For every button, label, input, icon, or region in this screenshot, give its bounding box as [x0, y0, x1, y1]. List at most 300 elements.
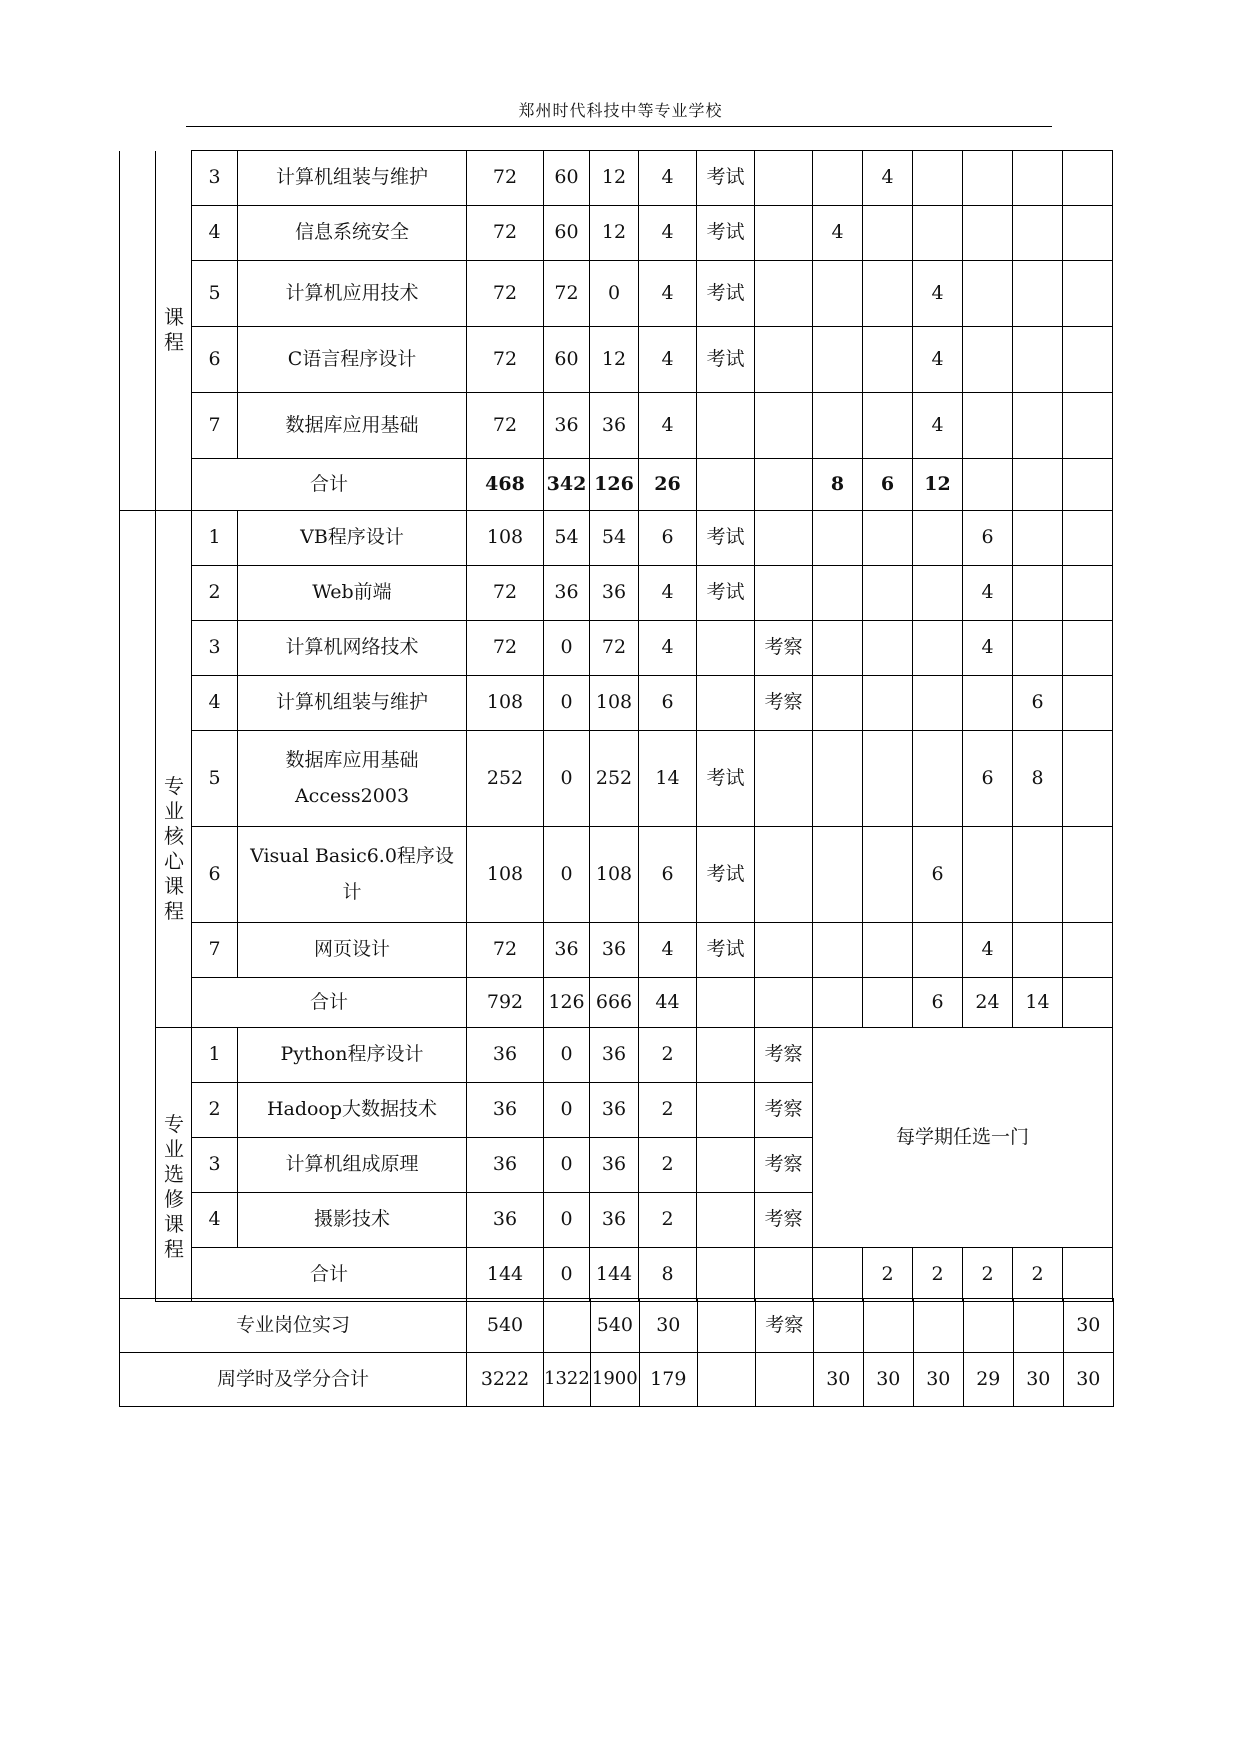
semester-6-hours: [1063, 978, 1113, 1028]
credits: 2: [639, 1193, 697, 1248]
course-name: 计算机网络技术: [238, 621, 467, 676]
internship-label: 专业岗位实习: [120, 1299, 467, 1353]
semester-2-hours: 30: [863, 1353, 913, 1407]
outer-category-cell: [120, 511, 156, 1302]
theory-hours: 0: [544, 1193, 590, 1248]
course-name: 网页设计: [238, 923, 467, 978]
theory-hours: 60: [544, 206, 590, 261]
credits: 6: [639, 827, 697, 923]
semester-4-hours: 24: [963, 978, 1013, 1028]
semester-1-hours: [813, 978, 863, 1028]
course-no: 2: [192, 566, 238, 621]
course-no: 6: [192, 827, 238, 923]
check-type: [755, 566, 813, 621]
practice-hours: 72: [590, 621, 639, 676]
check-type: [755, 393, 813, 459]
exam-type: [697, 1299, 755, 1353]
course-name-line-2: 计: [342, 880, 362, 903]
semester-1-hours: [813, 1299, 863, 1353]
check-type: [755, 327, 813, 393]
table-row: [120, 151, 1113, 206]
semester-4-hours: 29: [963, 1353, 1013, 1407]
course-name-line-1: 数据库应用基础: [285, 748, 419, 771]
semester-3-hours: [913, 511, 963, 566]
course-no: 4: [192, 1193, 238, 1248]
table-row: [120, 827, 1113, 923]
check-type: 考察: [755, 621, 813, 676]
total-hours: 72: [467, 566, 544, 621]
exam-type: [697, 1083, 755, 1138]
course-no: 2: [192, 1083, 238, 1138]
semester-5-hours: 14: [1013, 978, 1063, 1028]
course-name-line-1: Visual Basic6.0程序设: [250, 844, 454, 867]
check-type: 考察: [755, 1028, 813, 1083]
theory-hours: 0: [544, 731, 590, 827]
course-name: VB程序设计: [238, 511, 467, 566]
semester-1-hours: 8: [813, 459, 863, 511]
check-type: [755, 511, 813, 566]
course-no: 7: [192, 393, 238, 459]
check-type: 考察: [755, 1083, 813, 1138]
semester-4-hours: [963, 676, 1013, 731]
semester-6-hours: [1063, 731, 1113, 827]
table-row: [120, 923, 1113, 978]
total-hours: 3222: [467, 1353, 544, 1407]
semester-2-hours: [863, 566, 913, 621]
semester-2-hours: [863, 511, 913, 566]
course-name: Hadoop大数据技术: [238, 1083, 467, 1138]
check-type: [755, 261, 813, 327]
course-name: [238, 827, 467, 923]
semester-3-hours: 2: [913, 1248, 963, 1302]
semester-2-hours: 6: [863, 459, 913, 511]
page-header-title: 郑州时代科技中等专业学校: [518, 101, 723, 120]
credits: 2: [639, 1083, 697, 1138]
outer-category-cell: [120, 151, 156, 511]
exam-type: 考试: [697, 151, 755, 206]
semester-5-hours: [1013, 923, 1063, 978]
semester-5-hours: [1013, 621, 1063, 676]
table-row: [120, 566, 1113, 621]
exam-type: 考试: [697, 731, 755, 827]
practice-hours: 108: [590, 676, 639, 731]
semester-5-hours: [1013, 151, 1063, 206]
semester-1-hours: [813, 1248, 863, 1302]
section-label-elective: [156, 1028, 192, 1302]
semester-6-hours: [1063, 261, 1113, 327]
total-hours: 792: [467, 978, 544, 1028]
credits: 4: [639, 261, 697, 327]
practice-hours: 12: [590, 206, 639, 261]
table-row: [120, 511, 1113, 566]
semester-2-hours: 2: [863, 1248, 913, 1302]
theory-hours: 342: [544, 459, 590, 511]
exam-type: [697, 676, 755, 731]
practice-hours: 36: [590, 566, 639, 621]
semester-2-hours: 4: [863, 151, 913, 206]
semester-3-hours: 30: [913, 1353, 963, 1407]
semester-2-hours: [863, 621, 913, 676]
semester-5-hours: [1013, 206, 1063, 261]
semester-6-hours: [1063, 1248, 1113, 1302]
semester-3-hours: [913, 206, 963, 261]
theory-hours: 54: [544, 511, 590, 566]
semester-6-hours: [1063, 923, 1113, 978]
semester-5-hours: 6: [1013, 676, 1063, 731]
course-no: 7: [192, 923, 238, 978]
total-hours: 72: [467, 327, 544, 393]
theory-hours: 0: [544, 1248, 590, 1302]
exam-type: [697, 459, 755, 511]
exam-type: [697, 621, 755, 676]
semester-5-hours: [1013, 327, 1063, 393]
course-name: 计算机组装与维护: [238, 151, 467, 206]
credits: 4: [639, 327, 697, 393]
semester-3-hours: 12: [913, 459, 963, 511]
course-no: 6: [192, 327, 238, 393]
semester-5-hours: [1013, 1299, 1063, 1353]
theory-hours: 0: [544, 1028, 590, 1083]
semester-6-hours: 30: [1063, 1353, 1113, 1407]
course-no: 3: [192, 151, 238, 206]
check-type: 考察: [755, 1138, 813, 1193]
exam-type: [697, 1138, 755, 1193]
semester-4-hours: [963, 151, 1013, 206]
semester-4-hours: 6: [963, 731, 1013, 827]
semester-2-hours: [863, 393, 913, 459]
check-type: [755, 978, 813, 1028]
theory-hours: 60: [544, 151, 590, 206]
section-label-top: [156, 151, 192, 511]
subtotal-label: 合计: [192, 459, 467, 511]
total-hours: 108: [467, 827, 544, 923]
section-label-core: [156, 511, 192, 1028]
credits: 6: [639, 511, 697, 566]
exam-type: 考试: [697, 566, 755, 621]
semester-3-hours: [913, 1299, 963, 1353]
check-type: [755, 731, 813, 827]
semester-6-hours: 30: [1063, 1299, 1113, 1353]
table-row: [120, 1028, 1113, 1083]
semester-1-hours: [813, 827, 863, 923]
semester-3-hours: [913, 923, 963, 978]
semester-4-hours: [963, 327, 1013, 393]
practice-hours: 540: [590, 1299, 639, 1353]
exam-type: 考试: [697, 827, 755, 923]
credits: 26: [639, 459, 697, 511]
practice-hours: 54: [590, 511, 639, 566]
semester-4-hours: [963, 206, 1013, 261]
theory-hours: 36: [544, 393, 590, 459]
course-name: 摄影技术: [238, 1193, 467, 1248]
course-name: Web前端: [238, 566, 467, 621]
semester-4-hours: [963, 459, 1013, 511]
semester-5-hours: [1013, 566, 1063, 621]
practice-hours: 36: [590, 923, 639, 978]
exam-type: [697, 1028, 755, 1083]
total-hours: 108: [467, 511, 544, 566]
check-type: 考察: [755, 1299, 813, 1353]
credits: 14: [639, 731, 697, 827]
total-hours: 36: [467, 1083, 544, 1138]
semester-6-hours: [1063, 566, 1113, 621]
semester-3-hours: 4: [913, 327, 963, 393]
curriculum-table: [119, 150, 1113, 1302]
exam-type: 考试: [697, 206, 755, 261]
semester-6-hours: [1063, 393, 1113, 459]
semester-4-hours: 4: [963, 566, 1013, 621]
semester-3-hours: [913, 676, 963, 731]
check-type: [755, 206, 813, 261]
semester-5-hours: [1013, 393, 1063, 459]
theory-hours: [544, 1299, 591, 1353]
credits: 2: [639, 1028, 697, 1083]
credits: 4: [639, 393, 697, 459]
table-row: [120, 621, 1113, 676]
semester-2-hours: [863, 1299, 913, 1353]
theory-hours: 126: [544, 978, 590, 1028]
elective-note: 每学期任选一门: [813, 1028, 1113, 1248]
exam-type: [697, 1248, 755, 1302]
semester-4-hours: [963, 393, 1013, 459]
header-rule: [186, 126, 1052, 127]
subtotal-label: 合计: [192, 978, 467, 1028]
exam-type: 考试: [697, 923, 755, 978]
semester-1-hours: [813, 676, 863, 731]
exam-type: 考试: [697, 261, 755, 327]
practice-hours: 36: [590, 1083, 639, 1138]
subtotal-row: [120, 1248, 1113, 1302]
practice-hours: 36: [590, 1028, 639, 1083]
table-row: [120, 676, 1113, 731]
total-hours: 36: [467, 1028, 544, 1083]
semester-1-hours: [813, 621, 863, 676]
semester-2-hours: [863, 261, 913, 327]
practice-hours: 36: [590, 393, 639, 459]
semester-2-hours: [863, 676, 913, 731]
practice-hours: 36: [590, 1138, 639, 1193]
course-no: 4: [192, 676, 238, 731]
total-hours: 468: [467, 459, 544, 511]
semester-5-hours: [1013, 827, 1063, 923]
total-hours: 72: [467, 621, 544, 676]
theory-hours: 72: [544, 261, 590, 327]
credits: 2: [639, 1138, 697, 1193]
credits: 44: [639, 978, 697, 1028]
total-hours: 72: [467, 923, 544, 978]
semester-6-hours: [1063, 327, 1113, 393]
theory-hours: 36: [544, 923, 590, 978]
semester-3-hours: [913, 731, 963, 827]
subtotal-label: 合计: [192, 1248, 467, 1302]
total-hours: 72: [467, 206, 544, 261]
course-no: 3: [192, 621, 238, 676]
credits: 30: [639, 1299, 697, 1353]
exam-type: [697, 978, 755, 1028]
internship-row: [120, 1299, 1114, 1353]
total-hours: 252: [467, 731, 544, 827]
credits: 4: [639, 206, 697, 261]
semester-5-hours: [1013, 261, 1063, 327]
exam-type: 考试: [697, 327, 755, 393]
semester-2-hours: [863, 206, 913, 261]
practice-hours: 12: [590, 327, 639, 393]
check-type: 考察: [755, 676, 813, 731]
subtotal-row: [120, 978, 1113, 1028]
credits: 4: [639, 566, 697, 621]
semester-6-hours: [1063, 511, 1113, 566]
practice-hours: 144: [590, 1248, 639, 1302]
total-hours: 72: [467, 151, 544, 206]
course-no: 5: [192, 731, 238, 827]
semester-1-hours: [813, 327, 863, 393]
exam-type: [697, 1353, 755, 1407]
credits: 4: [639, 621, 697, 676]
semester-3-hours: [913, 566, 963, 621]
credits: 4: [639, 923, 697, 978]
course-name: 信息系统安全: [238, 206, 467, 261]
total-hours: 144: [467, 1248, 544, 1302]
semester-3-hours: 6: [913, 978, 963, 1028]
total-hours: 72: [467, 393, 544, 459]
theory-hours: 0: [544, 1083, 590, 1138]
semester-1-hours: [813, 151, 863, 206]
course-name: [238, 731, 467, 827]
semester-1-hours: [813, 923, 863, 978]
course-no: 1: [192, 1028, 238, 1083]
semester-2-hours: [863, 923, 913, 978]
table-row: [120, 327, 1113, 393]
total-hours: 108: [467, 676, 544, 731]
course-no: 5: [192, 261, 238, 327]
semester-1-hours: [813, 393, 863, 459]
practice-hours: 36: [590, 1193, 639, 1248]
course-no: 3: [192, 1138, 238, 1193]
semester-4-hours: 4: [963, 621, 1013, 676]
exam-type: [697, 393, 755, 459]
practice-hours: 12: [590, 151, 639, 206]
semester-1-hours: [813, 511, 863, 566]
exam-type: [697, 1193, 755, 1248]
total-hours: 72: [467, 261, 544, 327]
theory-hours: 36: [544, 566, 590, 621]
semester-2-hours: [863, 327, 913, 393]
check-type: [755, 1353, 813, 1407]
semester-3-hours: [913, 621, 963, 676]
exam-type: 考试: [697, 511, 755, 566]
credits: 4: [639, 151, 697, 206]
semester-6-hours: [1063, 206, 1113, 261]
semester-4-hours: 6: [963, 511, 1013, 566]
credits: 179: [639, 1353, 697, 1407]
semester-5-hours: [1013, 459, 1063, 511]
practice-hours: 0: [590, 261, 639, 327]
semester-6-hours: [1063, 827, 1113, 923]
semester-2-hours: [863, 827, 913, 923]
course-no: 1: [192, 511, 238, 566]
semester-2-hours: [863, 731, 913, 827]
table-row: [120, 393, 1113, 459]
practice-hours: 1900: [590, 1353, 639, 1407]
practice-hours: 252: [590, 731, 639, 827]
course-name-line-2: Access2003: [294, 784, 410, 807]
total-hours: 36: [467, 1138, 544, 1193]
semester-3-hours: 4: [913, 393, 963, 459]
semester-6-hours: [1063, 676, 1113, 731]
practice-hours: 108: [590, 827, 639, 923]
section-label-text: 专业核心课程: [164, 774, 184, 923]
semester-5-hours: [1013, 511, 1063, 566]
theory-hours: 0: [544, 1138, 590, 1193]
semester-5-hours: 2: [1013, 1248, 1063, 1302]
course-name: 计算机组装与维护: [238, 676, 467, 731]
summary-table: [119, 1298, 1114, 1407]
credits: 8: [639, 1248, 697, 1302]
check-type: [755, 827, 813, 923]
semester-4-hours: [963, 261, 1013, 327]
semester-5-hours: 30: [1013, 1353, 1063, 1407]
section-label-text: 课程: [164, 305, 184, 355]
theory-hours: 60: [544, 327, 590, 393]
total-hours: 36: [467, 1193, 544, 1248]
grand-total-row: [120, 1353, 1114, 1407]
course-name: C语言程序设计: [238, 327, 467, 393]
semester-1-hours: [813, 261, 863, 327]
course-name: 数据库应用基础: [238, 393, 467, 459]
table-row: [120, 731, 1113, 827]
theory-hours: 0: [544, 621, 590, 676]
semester-5-hours: 8: [1013, 731, 1063, 827]
course-name: 计算机组成原理: [238, 1138, 467, 1193]
theory-hours: 0: [544, 676, 590, 731]
credits: 6: [639, 676, 697, 731]
course-name: Python程序设计: [238, 1028, 467, 1083]
semester-6-hours: [1063, 459, 1113, 511]
semester-4-hours: [963, 1299, 1013, 1353]
semester-1-hours: [813, 731, 863, 827]
semester-3-hours: 4: [913, 261, 963, 327]
semester-6-hours: [1063, 621, 1113, 676]
check-type: [755, 1248, 813, 1302]
semester-2-hours: [863, 978, 913, 1028]
practice-hours: 666: [590, 978, 639, 1028]
practice-hours: 126: [590, 459, 639, 511]
semester-1-hours: [813, 566, 863, 621]
theory-hours: 0: [544, 827, 590, 923]
course-name: 计算机应用技术: [238, 261, 467, 327]
semester-4-hours: 4: [963, 923, 1013, 978]
course-no: 4: [192, 206, 238, 261]
grand-total-label: 周学时及学分合计: [120, 1353, 467, 1407]
total-hours: 540: [467, 1299, 544, 1353]
semester-1-hours: 30: [813, 1353, 863, 1407]
subtotal-row: [120, 459, 1113, 511]
semester-3-hours: 6: [913, 827, 963, 923]
semester-4-hours: [963, 827, 1013, 923]
semester-1-hours: 4: [813, 206, 863, 261]
check-type: [755, 923, 813, 978]
semester-3-hours: [913, 151, 963, 206]
table-row: [120, 206, 1113, 261]
section-label-text: 专业选修课程: [164, 1111, 184, 1261]
theory-hours: 1322: [544, 1353, 591, 1407]
check-type: [755, 459, 813, 511]
semester-6-hours: [1063, 151, 1113, 206]
check-type: 考察: [755, 1193, 813, 1248]
check-type: [755, 151, 813, 206]
table-row: [120, 261, 1113, 327]
semester-4-hours: 2: [963, 1248, 1013, 1302]
